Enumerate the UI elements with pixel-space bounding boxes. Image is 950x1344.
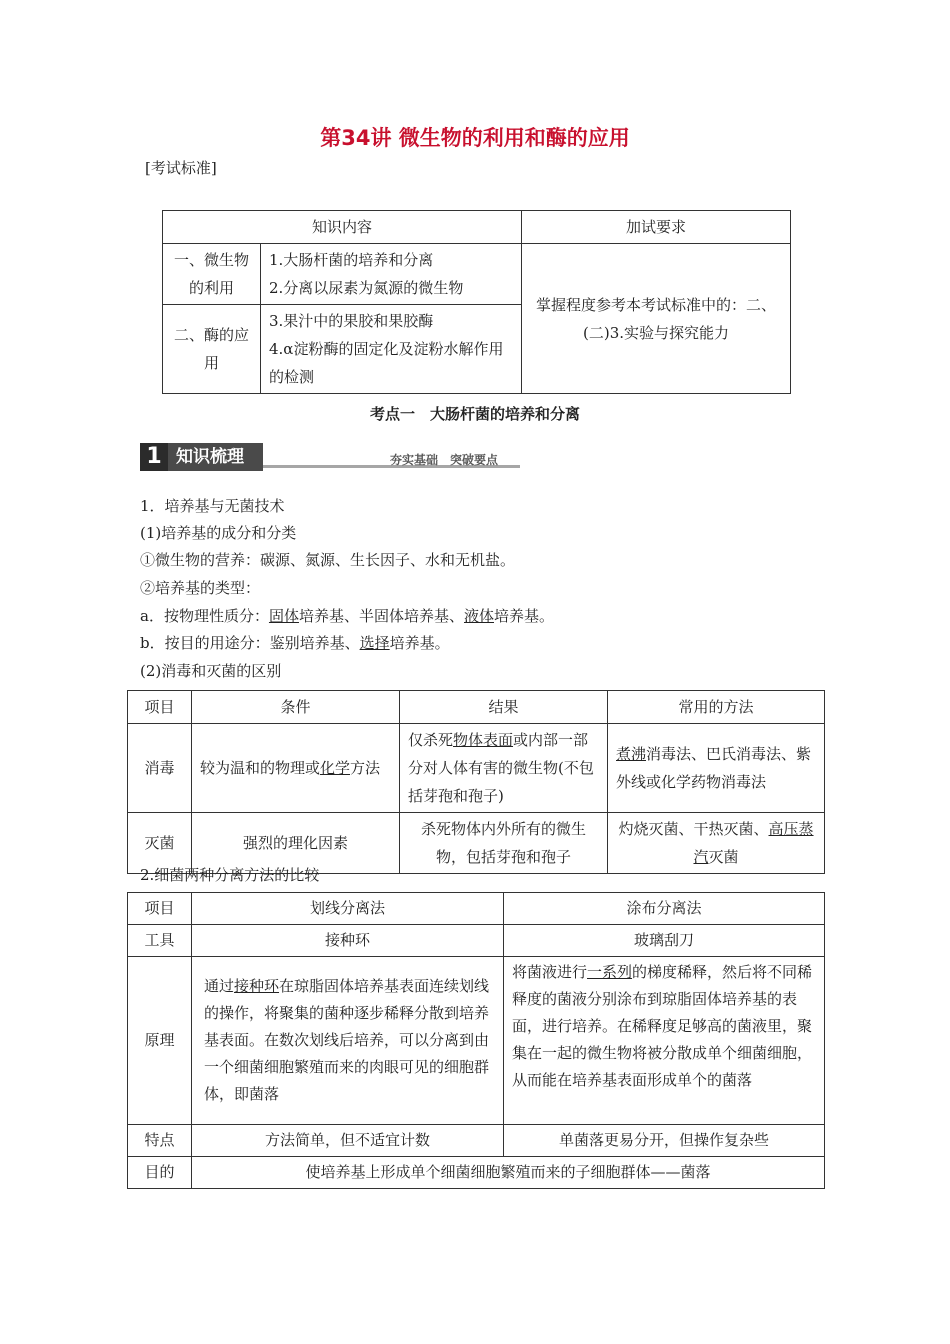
underlined-answer: 一系列 <box>587 963 633 981</box>
header-item: 项目 <box>128 691 192 724</box>
header-result: 结果 <box>400 691 608 724</box>
knowledge-items-2 <box>261 305 522 394</box>
text-segment: 培养基、半固体培养基、 <box>298 607 464 625</box>
underlined-answer: 固体 <box>268 607 299 625</box>
knowledge-item: 2.分离以尿素为氮源的微生物 <box>269 279 464 297</box>
underlined-answer: 高压蒸汽 <box>693 820 814 866</box>
header-spread: 涂布分离法 <box>504 893 825 925</box>
underlined-answer: 物体表面 <box>453 731 514 749</box>
text-line: ②培养基的类型： <box>140 579 261 597</box>
underlined-answer: 煮沸 <box>616 745 647 763</box>
disinfect-method <box>608 724 825 813</box>
requirement-cell: 掌握程度参考本考试标准中的：二、(二)3.实验与探究能力 <box>522 244 791 394</box>
row-feature: 特点 <box>128 1125 192 1157</box>
text-line <box>140 605 554 626</box>
streak-principle <box>192 957 504 1125</box>
text-line: (1)培养基的成分和分类 <box>140 524 297 542</box>
underlined-answer: 接种环 <box>234 977 280 995</box>
banner-number: 1 <box>140 443 168 471</box>
underlined-answer: 选择 <box>359 634 390 652</box>
row-tool: 工具 <box>128 925 192 957</box>
banner-text: 知识梳理 <box>176 447 244 467</box>
spread-tool: 玻璃刮刀 <box>504 925 825 957</box>
text-segment: 的梯度稀释，然后将不同稀释度的菌液分别涂布到琼脂固体培养基的表面，进行培养。在稀释度足够高的菌液里，聚集在一起的微生物将被分散成单个细菌细胞，从而能在培养基表面形成单个的菌落 <box>512 963 813 1089</box>
text-line <box>140 632 450 653</box>
disinfect-condition <box>192 724 400 813</box>
streak-feature: 方法简单，但不适宜计数 <box>192 1125 504 1157</box>
knowledge-item: 1.大肠杆菌的培养和分离 <box>269 251 434 269</box>
underlined-answer: 化学 <box>320 759 351 777</box>
text-segment: 培养基。 <box>494 607 555 625</box>
exam-standard-label: [考试标准] <box>145 159 217 177</box>
header-condition: 条件 <box>192 691 400 724</box>
row-purpose: 目的 <box>128 1157 192 1189</box>
row-principle: 原理 <box>128 957 192 1125</box>
sterilize-result: 杀死物体内外所有的微生物，包括芽孢和孢子 <box>400 813 608 874</box>
text-segment: 消毒法、巴氏消毒法、紫外线或化学药物消毒法 <box>616 745 812 791</box>
section-title: 考点一 大肠杆菌的培养和分离 <box>369 405 580 423</box>
spread-principle <box>504 957 825 1125</box>
spread-feature: 单菌落更易分开，但操作复杂些 <box>504 1125 825 1157</box>
text-line: ①微生物的营养：碳源、氮源、生长因子、水和无机盐。 <box>140 551 516 569</box>
text-segment: 通过 <box>204 977 235 995</box>
text-segment: 将菌液进行 <box>512 963 588 981</box>
knowledge-items-1 <box>261 244 522 305</box>
header-method: 常用的方法 <box>608 691 825 724</box>
text-line: 2.细菌两种分离方法的比较 <box>140 866 320 884</box>
header-item: 项目 <box>128 893 192 925</box>
text-segment: 灼烧灭菌、干热灭菌、 <box>618 820 769 838</box>
sterilization-table <box>127 690 825 874</box>
text-line: (2)消毒和灭菌的区别 <box>140 662 282 680</box>
underlined-answer: 液体 <box>463 607 494 625</box>
text-segment: 仅杀死 <box>408 731 454 749</box>
text-segment: a．按物理性质分： <box>140 607 269 625</box>
text-segment: 方法 <box>350 759 381 777</box>
exam-standard-table <box>162 210 791 394</box>
sterilize-condition: 强烈的理化因素 <box>192 813 400 874</box>
knowledge-item: 4.α淀粉酶的固定化及淀粉水解作用的检测 <box>269 340 504 386</box>
disinfect-result <box>400 724 608 813</box>
category-enzyme: 二、酶的应用 <box>163 305 261 394</box>
sterilize-method <box>608 813 825 874</box>
page-title: 第34讲 微生物的利用和酶的应用 <box>320 126 630 150</box>
text-segment: 培养基。 <box>389 634 450 652</box>
header-knowledge: 知识内容 <box>163 211 522 244</box>
streak-tool: 接种环 <box>192 925 504 957</box>
text-segment: 较为温和的物理或 <box>200 759 321 777</box>
row-sterilize: 灭菌 <box>128 813 192 874</box>
separation-compare-table <box>127 892 825 1189</box>
text-segment: 灭菌 <box>708 848 739 866</box>
header-requirement: 加试要求 <box>522 211 791 244</box>
row-disinfect: 消毒 <box>128 724 192 813</box>
banner-subtitle: 夯实基础 突破要点 <box>390 453 499 467</box>
text-segment: 在琼脂固体培养基表面连续划线的操作，将聚集的菌种逐步稀释分散到培养基表面。在数次划线后培养，可以分离到由一个细菌细胞繁殖而来的肉眼可见的细胞群体，即菌落 <box>204 977 490 1103</box>
category-microbe: 一、微生物的利用 <box>163 244 261 305</box>
text-segment: b．按目的用途分：鉴别培养基、 <box>140 634 360 652</box>
section-banner <box>140 443 520 471</box>
text-line: 1．培养基与无菌技术 <box>140 497 285 515</box>
knowledge-item: 3.果汁中的果胶和果胶酶 <box>269 312 434 330</box>
purpose-text: 使培养基上形成单个细菌细胞繁殖而来的子细胞群体——菌落 <box>192 1157 825 1189</box>
header-streak: 划线分离法 <box>192 893 504 925</box>
text-segment: 或内部一部分对人体有害的微生物(不包括芽孢和孢子) <box>408 731 594 805</box>
